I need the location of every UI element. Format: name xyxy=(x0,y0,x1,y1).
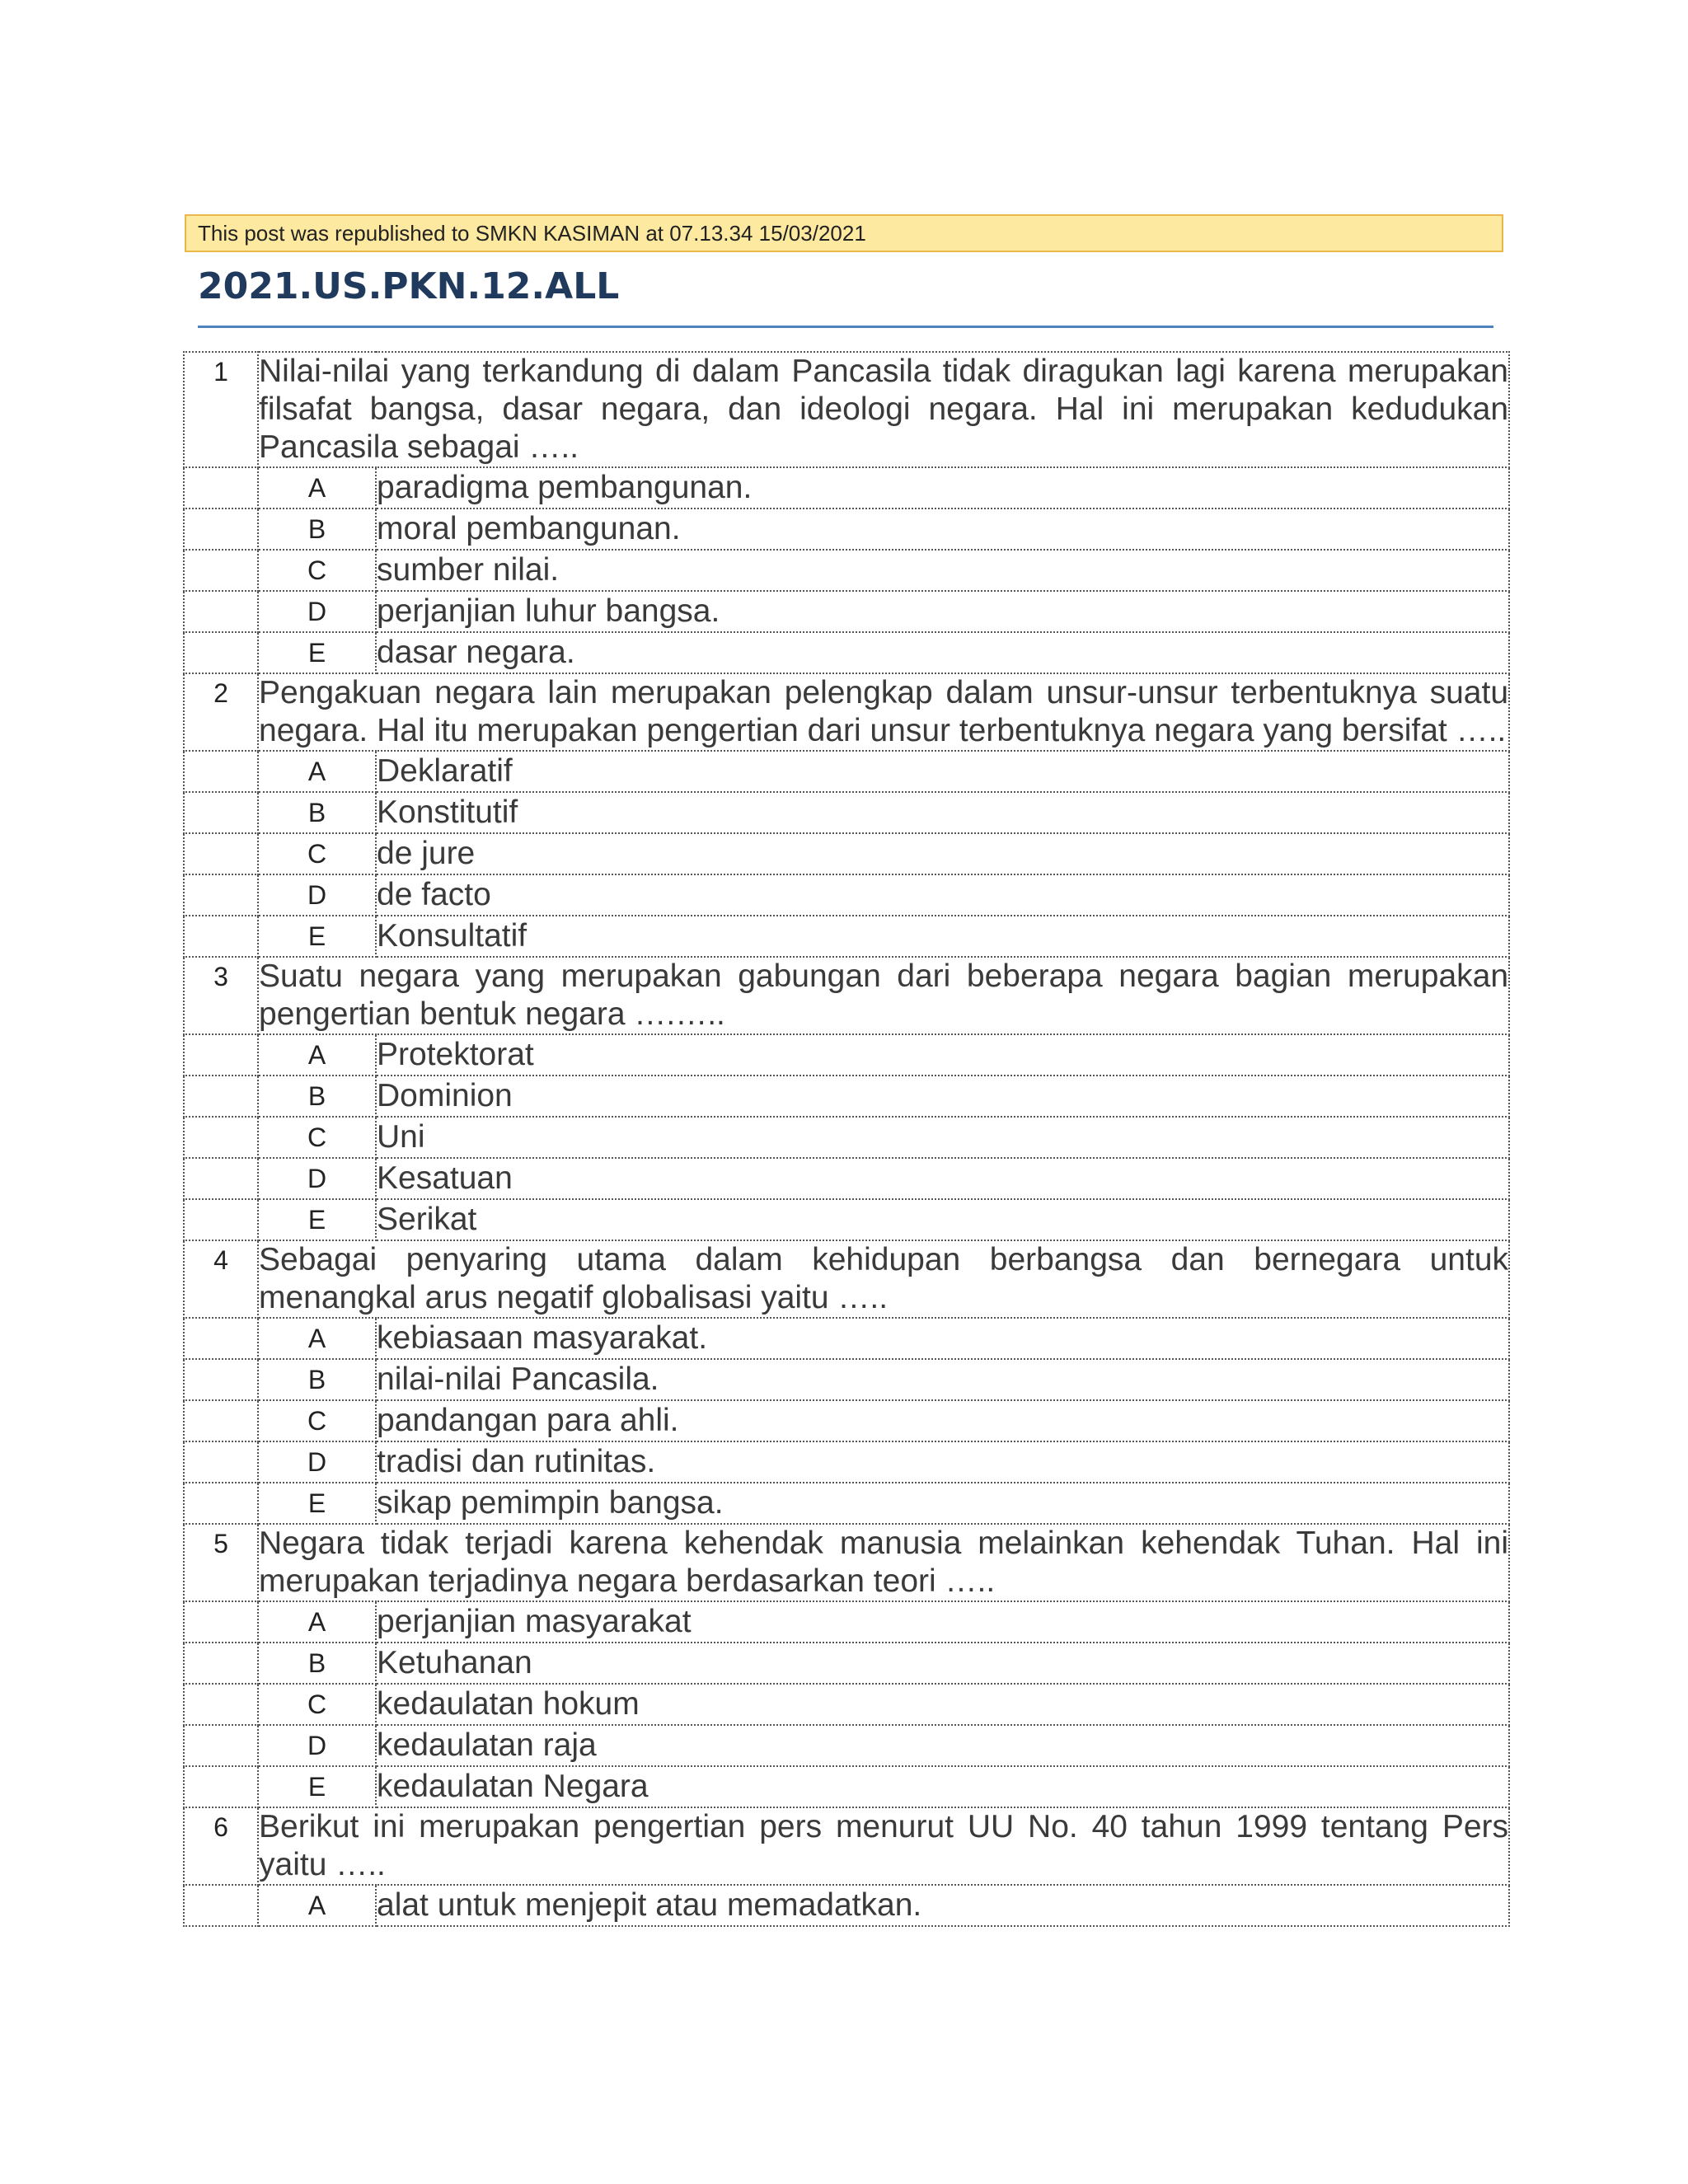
choice-spacer-cell xyxy=(184,1359,258,1400)
question-number: 1 xyxy=(184,352,258,467)
choice-row xyxy=(184,1766,1509,1807)
choice-text: Ketuhanan xyxy=(376,1643,1509,1684)
question-row xyxy=(184,1524,1509,1601)
choice-text: sumber nilai. xyxy=(376,550,1509,591)
choice-spacer-cell xyxy=(184,467,258,509)
question-text: Sebagai penyaring utama dalam kehidupan berbangsa dan bernegara untuk menangkal arus negatif globalisasi yaitu ….. xyxy=(258,1240,1509,1318)
choice-letter: A xyxy=(258,1885,376,1926)
choice-row xyxy=(184,1359,1509,1400)
question-number: 6 xyxy=(184,1807,258,1885)
choice-letter: B xyxy=(258,1359,376,1400)
choice-text: Konstitutif xyxy=(376,792,1509,833)
choice-letter: C xyxy=(258,1400,376,1441)
choice-letter: D xyxy=(258,1441,376,1483)
choice-row xyxy=(184,833,1509,874)
question-number: 5 xyxy=(184,1524,258,1601)
choice-letter: A xyxy=(258,1034,376,1076)
choice-row xyxy=(184,1441,1509,1483)
choice-row xyxy=(184,792,1509,833)
choice-row xyxy=(184,1483,1509,1524)
choice-letter: E xyxy=(258,1483,376,1524)
choice-spacer-cell xyxy=(184,591,258,632)
choice-letter: D xyxy=(258,1725,376,1766)
choice-letter: A xyxy=(258,467,376,509)
choice-text: de facto xyxy=(376,874,1509,916)
choice-letter: D xyxy=(258,591,376,632)
choice-letter: A xyxy=(258,1601,376,1643)
choice-row xyxy=(184,1684,1509,1725)
choice-row xyxy=(184,467,1509,509)
choice-row xyxy=(184,1725,1509,1766)
choice-spacer-cell xyxy=(184,1034,258,1076)
choice-letter: E xyxy=(258,1766,376,1807)
choice-spacer-cell xyxy=(184,1766,258,1807)
choice-text: Dominion xyxy=(376,1076,1509,1117)
choice-spacer-cell xyxy=(184,632,258,673)
choice-row xyxy=(184,1076,1509,1117)
question-number: 4 xyxy=(184,1240,258,1318)
question-row xyxy=(184,673,1509,751)
choice-text: moral pembangunan. xyxy=(376,509,1509,550)
choice-row xyxy=(184,1158,1509,1199)
choice-spacer-cell xyxy=(184,1643,258,1684)
choice-text: kedaulatan hokum xyxy=(376,1684,1509,1725)
choice-text: Deklaratif xyxy=(376,751,1509,792)
choice-text: Kesatuan xyxy=(376,1158,1509,1199)
question-text: Berikut ini merupakan pengertian pers menurut UU No. 40 tahun 1999 tentang Pers yaitu ….. xyxy=(258,1807,1509,1885)
choice-row xyxy=(184,1885,1509,1926)
choice-spacer-cell xyxy=(184,509,258,550)
choice-text: dasar negara. xyxy=(376,632,1509,673)
choice-letter: B xyxy=(258,509,376,550)
choice-text: Serikat xyxy=(376,1199,1509,1240)
choice-text: pandangan para ahli. xyxy=(376,1400,1509,1441)
question-row xyxy=(184,957,1509,1034)
choice-row xyxy=(184,751,1509,792)
choice-text: tradisi dan rutinitas. xyxy=(376,1441,1509,1483)
choice-spacer-cell xyxy=(184,1725,258,1766)
choice-text: nilai-nilai Pancasila. xyxy=(376,1359,1509,1400)
choice-row xyxy=(184,591,1509,632)
choice-spacer-cell xyxy=(184,1400,258,1441)
choice-spacer-cell xyxy=(184,550,258,591)
choice-row xyxy=(184,1400,1509,1441)
question-number: 3 xyxy=(184,957,258,1034)
question-number: 2 xyxy=(184,673,258,751)
choice-text: kebiasaan masyarakat. xyxy=(376,1318,1509,1359)
question-row xyxy=(184,352,1509,467)
choice-spacer-cell xyxy=(184,1601,258,1643)
choice-spacer-cell xyxy=(184,1318,258,1359)
choice-spacer-cell xyxy=(184,1199,258,1240)
choice-row xyxy=(184,632,1509,673)
choice-spacer-cell xyxy=(184,874,258,916)
choice-text: perjanjian masyarakat xyxy=(376,1601,1509,1643)
choice-row xyxy=(184,1601,1509,1643)
choice-spacer-cell xyxy=(184,1076,258,1117)
choice-spacer-cell xyxy=(184,1684,258,1725)
question-text: Negara tidak terjadi karena kehendak manusia melainkan kehendak Tuhan. Hal ini merupakan terjadinya negara berdasarkan teori ….. xyxy=(258,1524,1509,1601)
choice-text: kedaulatan Negara xyxy=(376,1766,1509,1807)
choice-row xyxy=(184,1199,1509,1240)
choice-row xyxy=(184,1318,1509,1359)
choice-row xyxy=(184,874,1509,916)
choice-spacer-cell xyxy=(184,833,258,874)
choice-text: de jure xyxy=(376,833,1509,874)
choice-text: alat untuk menjepit atau memadatkan. xyxy=(376,1885,1509,1926)
choice-spacer-cell xyxy=(184,792,258,833)
choice-text: Konsultatif xyxy=(376,916,1509,957)
choice-spacer-cell xyxy=(184,1885,258,1926)
question-row xyxy=(184,1807,1509,1885)
choice-letter: B xyxy=(258,1076,376,1117)
choice-row xyxy=(184,509,1509,550)
document-title: 2021.US.PKN.12.ALL xyxy=(198,265,620,307)
choice-text: Protektorat xyxy=(376,1034,1509,1076)
choice-letter: C xyxy=(258,1117,376,1158)
question-table-body xyxy=(184,352,1509,1926)
question-text: Suatu negara yang merupakan gabungan dari beberapa negara bagian merupakan pengertian bentuk negara ….….. xyxy=(258,957,1509,1034)
choice-text: Uni xyxy=(376,1117,1509,1158)
choice-letter: A xyxy=(258,751,376,792)
choice-text: kedaulatan raja xyxy=(376,1725,1509,1766)
choice-spacer-cell xyxy=(184,1441,258,1483)
choice-spacer-cell xyxy=(184,1117,258,1158)
choice-row xyxy=(184,1643,1509,1684)
choice-letter: A xyxy=(258,1318,376,1359)
question-text: Nilai-nilai yang terkandung di dalam Pancasila tidak diragukan lagi karena merupakan filsafat bangsa, dasar negara, dan ideologi negara. Hal ini merupakan kedudukan Pancasila sebagai ….. xyxy=(258,352,1509,467)
choice-spacer-cell xyxy=(184,751,258,792)
question-row xyxy=(184,1240,1509,1318)
title-divider xyxy=(198,326,1493,328)
choice-letter: C xyxy=(258,833,376,874)
choice-text: perjanjian luhur bangsa. xyxy=(376,591,1509,632)
choice-row xyxy=(184,1117,1509,1158)
choice-letter: C xyxy=(258,550,376,591)
choice-text: paradigma pembangunan. xyxy=(376,467,1509,509)
choice-letter: D xyxy=(258,874,376,916)
question-table xyxy=(183,351,1510,1927)
choice-spacer-cell xyxy=(184,1483,258,1524)
choice-row xyxy=(184,1034,1509,1076)
choice-letter: C xyxy=(258,1684,376,1725)
question-text: Pengakuan negara lain merupakan pelengkap dalam unsur-unsur terbentuknya suatu negara. Hal itu merupakan pengertian dari unsur terbentuknya negara yang bersifat ….. xyxy=(258,673,1509,751)
choice-row xyxy=(184,550,1509,591)
republished-notice: This post was republished to SMKN KASIMAN at 07.13.34 15/03/2021 xyxy=(185,214,1503,252)
choice-letter: B xyxy=(258,792,376,833)
choice-letter: D xyxy=(258,1158,376,1199)
choice-letter: E xyxy=(258,632,376,673)
choice-spacer-cell xyxy=(184,916,258,957)
choice-row xyxy=(184,916,1509,957)
choice-letter: E xyxy=(258,916,376,957)
choice-letter: E xyxy=(258,1199,376,1240)
choice-text: sikap pemimpin bangsa. xyxy=(376,1483,1509,1524)
choice-letter: B xyxy=(258,1643,376,1684)
choice-spacer-cell xyxy=(184,1158,258,1199)
